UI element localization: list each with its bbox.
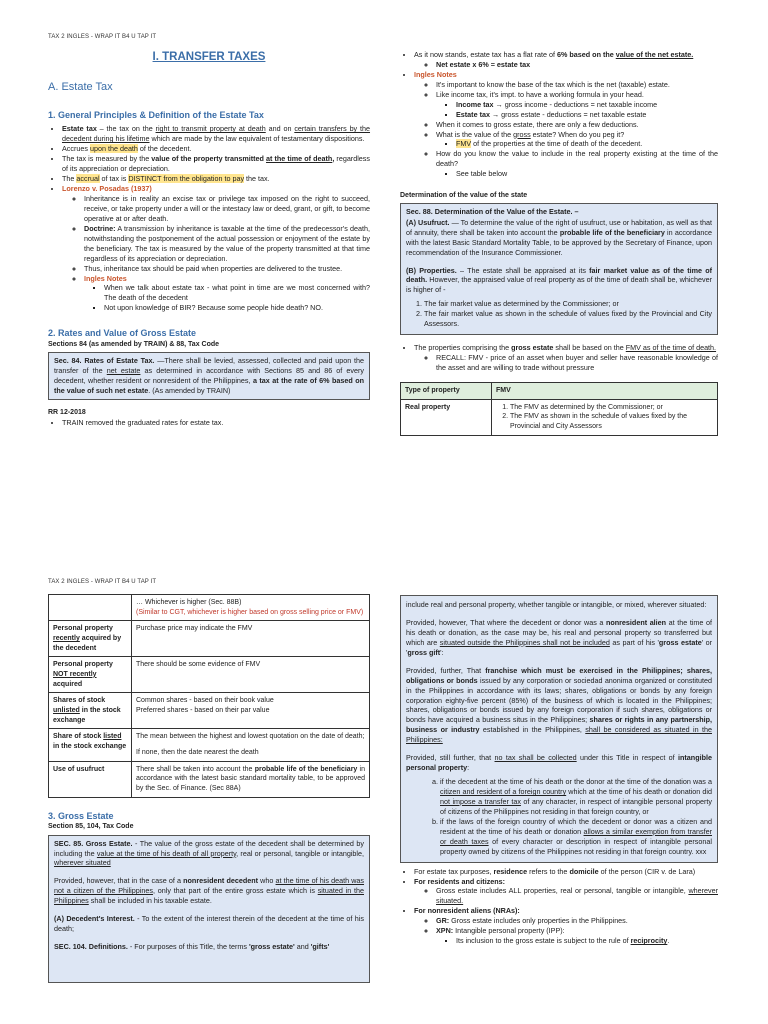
cell-text: The mean between the highest and lowest quotation on the date of death; [136, 733, 365, 741]
sec85-a: (A) Decedent's Interest. - To the extent of the interest therein of the decedent at the time of his death; [54, 914, 364, 934]
table-row [49, 761, 370, 797]
list-item: • Estate tax – the tax on the right to transmit property at death and on certain transfers by the decedent during his lifetime which are made by the law equivalent of testamentary dispositions. [62, 124, 370, 144]
cell-note: (Similar to CGT, whichever is higher based on gross selling price or FMV) [136, 608, 364, 616]
list-item: • Ingles Notes ◦ It's important to know the base of the tax which is the net (taxable) estate. ◦ Like income tax, it's impt. to have a working formula in your head. ▪ Income tax → gross income - deductions = net taxable income ▪ Estate tax → gross estate - deductions = net taxable estate ◦ When it comes to gross estate, there are only a few deductions. ◦ What is the value of the gross estate? When do you peg it? ▪ FMV of the properties at the time of death of the decedent. ◦ How do you know the value to include in the real property existing at the time of the death? ▪ See table below [414, 70, 718, 179]
list-item: • As it now stands, estate tax has a flat rate of 6% based on the value of the net estate. ◦ Net estate x 6% = estate tax [414, 50, 718, 70]
gross-estate-bullets [400, 343, 718, 373]
list-item: ◦ Net estate x 6% = estate tax [436, 60, 718, 70]
determination-heading: Determination of the value of the state [400, 192, 528, 200]
table-row [49, 621, 370, 657]
right-bullets [400, 50, 718, 179]
list-item: ▪ FMV of the properties at the time of death of the decedent. [456, 139, 718, 149]
table-row [49, 729, 370, 761]
list-item: 2. The fair market value as shown in the schedule of values fixed by the Provincial and City Assessors. [424, 309, 712, 329]
list-item: 1. The fair market value as determined by the Commissioner; or [424, 299, 712, 309]
table-cell: Share of stock listed in the stock exchange [49, 729, 132, 761]
table-row [49, 595, 370, 621]
table-row [49, 657, 370, 693]
list-item: ◦ Thus, inheritance tax should be paid when properties are delivered to the trustee. [84, 264, 370, 274]
list-item: • Lorenzo v. Posadas (1937) ◦ Inheritance is in reality an excise tax or privilege tax imposed on the right to succeed, receive, or take property under a will or the intestacy law or deed, grant, or gift, to become operative at or after death. ◦ Doctrine: A transmission by inheritance is taxable at the time of the predecessor's death, notwithstanding the postponement of the actual possession or enjoyment of the estate by the beneficiary. The tax is measured by the value of the property transmitted at that time regardless of its appreciation or depreciation. ◦ Thus, inheritance tax should be paid when properties are delivered to the trustee. ◦ Ingles Notes ▪ When we talk about estate tax - what point in time are we most concerned with? The death of the decedent ▪ Not upon knowledge of BIR? Because some people hide death? NO. [62, 184, 370, 313]
rates-heading: 2. Rates and Value of Gross Estate [48, 328, 197, 339]
gross-estate-heading: 3. Gross Estate [48, 810, 114, 821]
cell-text: Preferred shares - based on their par value [136, 706, 270, 714]
list-item: ▪ See table below [456, 169, 718, 179]
table-row [49, 693, 370, 729]
list-item: ▪ When we talk about estate tax - what point in time are we most concerned with? The death of the decedent [104, 283, 370, 303]
sec88-title: Sec. 88. Determination of the Value of the Estate. – [406, 206, 579, 216]
list-item: ◦ Doctrine: A transmission by inheritance is taxable at the time of the predecessor's death, notwithstanding the postponement of the actual possession or enjoyment of the estate by the beneficiary. The tax is measured by the value of the property transmitted at that time regardless of its appreciation or depreciation. [84, 224, 370, 264]
list-item: ◦ Gross estate includes ALL properties, real or personal, tangible or intangible, wherever situated. [436, 886, 718, 906]
list-item: ◦ Ingles Notes ▪ When we talk about estate tax - what point in time are we most concerned with? The death of the decedent ▪ Not upon knowledge of BIR? Because some people hide death? NO. [84, 274, 370, 314]
list-item: ▪ Estate tax → gross estate - deductions = net taxable estate [456, 110, 718, 120]
list-item: • For residents and citizens: ◦ Gross estate includes ALL properties, real or personal, tangible or intangible, wherever situated. [414, 877, 718, 907]
rates-subheading: Sections 84 (as amended by TRAIN) & 88, Tax Code [48, 340, 220, 348]
table-cell: Purchase price may indicate the FMV [132, 621, 370, 657]
list-item: ◦ How do you know the value to include in the real property existing at the time of the death? ▪ See table below [436, 149, 718, 179]
list-item: 1. The FMV as determined by the Commissioner; or [510, 403, 713, 413]
list-item: ◦ When it comes to gross estate, there are only a few deductions. [436, 120, 718, 130]
table-cell [492, 399, 718, 435]
table-cell [132, 729, 370, 761]
sec88-a: (A) Usufruct. — To determine the value of the right of usufruct, use or habitation, as well as that of annuity, there shall be taken into account the probable life of the beneficiary in accordance with the latest Basic Standard Mortality Table, to be approved by the Secretary of Finance, upon recommendation of the Insurance Commissioner. [406, 217, 712, 257]
table-cell: Shares of stock unlisted in the stock exchange [49, 693, 132, 729]
fmv-continued-table [48, 594, 370, 798]
table-cell: There should be some evidence of FMV [132, 657, 370, 693]
table-cell: Personal property recently acquired by the decedent [49, 621, 132, 657]
list-item: a. if the decedent at the time of his death or the donor at the time of the donation was a citizen and resident of a foreign country which at the time of his death or donation did not impose a transfer tax of any character, in respect of intangible personal property of citizens of the Philippines not residing in that foreign country, or [440, 777, 712, 817]
right-column [400, 50, 718, 436]
cell-text: … Whichever is higher (Sec. 88B) [136, 599, 242, 606]
table-cell [49, 595, 132, 621]
table-cell [132, 595, 370, 621]
list-item: ◦ GR: Gross estate includes only properties in the Philippines. [436, 916, 718, 926]
list-item: ◦ Like income tax, it's impt. to have a working formula in your head. ▪ Income tax → gross income - deductions = net taxable income ▪ Estate tax → gross estate - deductions = net taxable estate [436, 90, 718, 120]
sec104: SEC. 104. Definitions. - For purposes of this Title, the terms 'gross estate' and 'gifts' [54, 942, 330, 952]
list-item: • The tax is measured by the value of the property transmitted at the time of death, regardless of its appreciation or depreciation. [62, 154, 370, 174]
page-title: I. TRANSFER TAXES [152, 51, 266, 63]
general-principles-heading: 1. General Principles & Definition of the Estate Tax [48, 110, 264, 121]
sec104-continued: include real and personal property, whether tangible or intangible, or mixed, wherever situated: [406, 600, 707, 609]
table-cell [132, 693, 370, 729]
list-item: • The accrual of tax is DISTINCT from the obligation to pay the tax. [62, 174, 370, 184]
list-item: ▪ Income tax → gross income - deductions = net taxable income [456, 100, 718, 110]
sec104-proviso-3: Provided, still further, that no tax shall be collected under this Title in respect of intangible personal property: [406, 753, 712, 773]
cell-text: If none, then the date nearest the death [136, 748, 259, 756]
table-row [401, 382, 718, 399]
list-item: ▪ Its inclusion to the gross estate is subject to the rule of reciprocity. [456, 936, 718, 946]
sec88-b: (B) Properties. – The estate shall be appraised at its fair market value as of the time of death. However, the appraised value of real property as of the time of death shall be, whichever is higher of - [406, 265, 712, 295]
rr-heading: RR 12-2018 [48, 409, 86, 417]
table-row [401, 399, 718, 435]
table-cell: Real property [401, 399, 492, 435]
cell-text: Common shares - based on their book value [136, 697, 274, 705]
list-item: • For estate tax purposes, residence refers to the domicile of the person (CIR v. de Lara) [414, 867, 718, 877]
left-column [48, 50, 370, 428]
table-cell: Use of usufruct [49, 761, 132, 797]
table-header: Type of property [401, 382, 492, 399]
list-item: ◦ It's important to know the base of the tax which is the net (taxable) estate. [436, 80, 718, 90]
right-column [400, 595, 718, 946]
section-a-heading: A. Estate Tax [48, 80, 113, 93]
list-item: ◦ What is the value of the gross estate? When do you peg it? ▪ FMV of the properties at the time of death of the decedent. [436, 130, 718, 150]
table-cell: Personal property NOT recently acquired [49, 657, 132, 693]
list-item: ◦ Inheritance is in reality an excise tax or privilege tax imposed on the right to succeed, receive, or take property under a will or the intestacy law or deed, grant, or gift, to become operative at or after death. [84, 194, 370, 224]
table-header: FMV [492, 382, 718, 399]
list-item: • For nonresident aliens (NRAs): ◦ GR: Gross estate includes only properties in the Philippines. ◦ XPN: Intangible personal property (IPP): ▪ Its inclusion to the gross estate is subject to the rule of reciprocity. [414, 906, 718, 946]
list-item: ▪ Not upon knowledge of BIR? Because some people hide death? NO. [104, 303, 370, 313]
list-item: ◦ RECALL: FMV - price of an asset when buyer and seller have reasonable knowledge of the asset and are willing to trade without pressure [436, 353, 718, 373]
sec84-box: Sec. 84. Rates of Estate Tax. —There shall be levied, assessed, collected and paid upon the transfer of the net estate as determined in accordance with Sections 85 and 86 of every decedent, whether resident or nonresident of the Philippines, a tax at the rate of 6% based on the value of such net estate. (As amended by TRAIN) [48, 352, 370, 400]
fmv-table [400, 382, 718, 436]
left-column [48, 594, 370, 983]
estate-tax-bullets [48, 124, 370, 313]
list-item: • Accrues upon the death of the decedent. [62, 144, 370, 154]
gross-estate-subheading: Section 85, 104, Tax Code [48, 822, 134, 830]
list-item: ◦ XPN: Intangible personal property (IPP): ▪ Its inclusion to the gross estate is subject to the rule of reciprocity. [436, 926, 718, 946]
page-2 [0, 512, 768, 1024]
list-item: 2. The FMV as shown in the schedule of values fixed by the Provincial and City Assessors [510, 412, 713, 431]
sec104-proviso-2: Provided, further, That franchise which must be exercised in the Philippines; shares, obligations or bonds issued by any corporation or sociedad anonima organized or constituted in the Philippines in accordance with its laws; shares, obligations or bonds by any foreign corporation eighty-five percent (85%) of the business of which is located in the Philippines; shares, obligations or bonds issued by any foreign corporation if such shares, obligations or bonds have acquired a business situs in the Philippines; shares or rights in any partnership, business or industry established in the Philippines, shall be considered as situated in the Philippines: [406, 665, 713, 745]
list-item: • The properties comprising the gross estate shall be based on the FMV as of the time of death. ◦ RECALL: FMV - price of an asset when buyer and seller have reasonable knowledge of the asset and are willing to trade without pressure [414, 343, 718, 373]
sec85-proviso: Provided, however, that in the case of a nonresident decedent who at the time of his death was not a citizen of the Philippines, only that part of the entire gross estate which is situated in the Philippines shall be included in his taxable estate. [54, 876, 365, 906]
running-header: TAX 2 INGLES - WRAP IT B4 U TAP IT [48, 579, 157, 585]
running-header: TAX 2 INGLES - WRAP IT B4 U TAP IT [48, 34, 157, 40]
sec88-box [400, 203, 718, 335]
sec85-box [48, 835, 370, 983]
list-item: b. if the laws of the foreign country of which the decedent or donor was a citizen and resident at the time of his death or donation allows a similar exemption from transfer or death taxes of every character or description in respect of intangible personal property owned by citizens of the Philippines not residing in that foreign country. xxx [440, 817, 712, 857]
sec104-box [400, 595, 718, 863]
sec104-proviso-1: Provided, however, That where the decedent or donor was a nonresident alien at the time of his death or donation, as the case may be, his real and personal property so transferred but which are situated outside the Philippines shall not be included as part of his 'gross estate' or 'gross gift': [406, 617, 712, 657]
rr-list [48, 418, 370, 428]
residence-bullets [400, 867, 718, 947]
table-cell: There shall be taken into account the probable life of the beneficiary in accordance with the latest basic standard mortality table, to be approved by the Sec. of Finance. (Sec 88A) [132, 761, 370, 797]
list-item: • TRAIN removed the graduated rates for estate tax. [62, 418, 370, 428]
reciprocity-list [406, 777, 712, 857]
sec85-intro: SEC. 85. Gross Estate. - The value of the gross estate of the decedent shall be determined by including the value at the time of his death of all property, real or personal, tangible or intangible, wherever situated [54, 838, 365, 868]
